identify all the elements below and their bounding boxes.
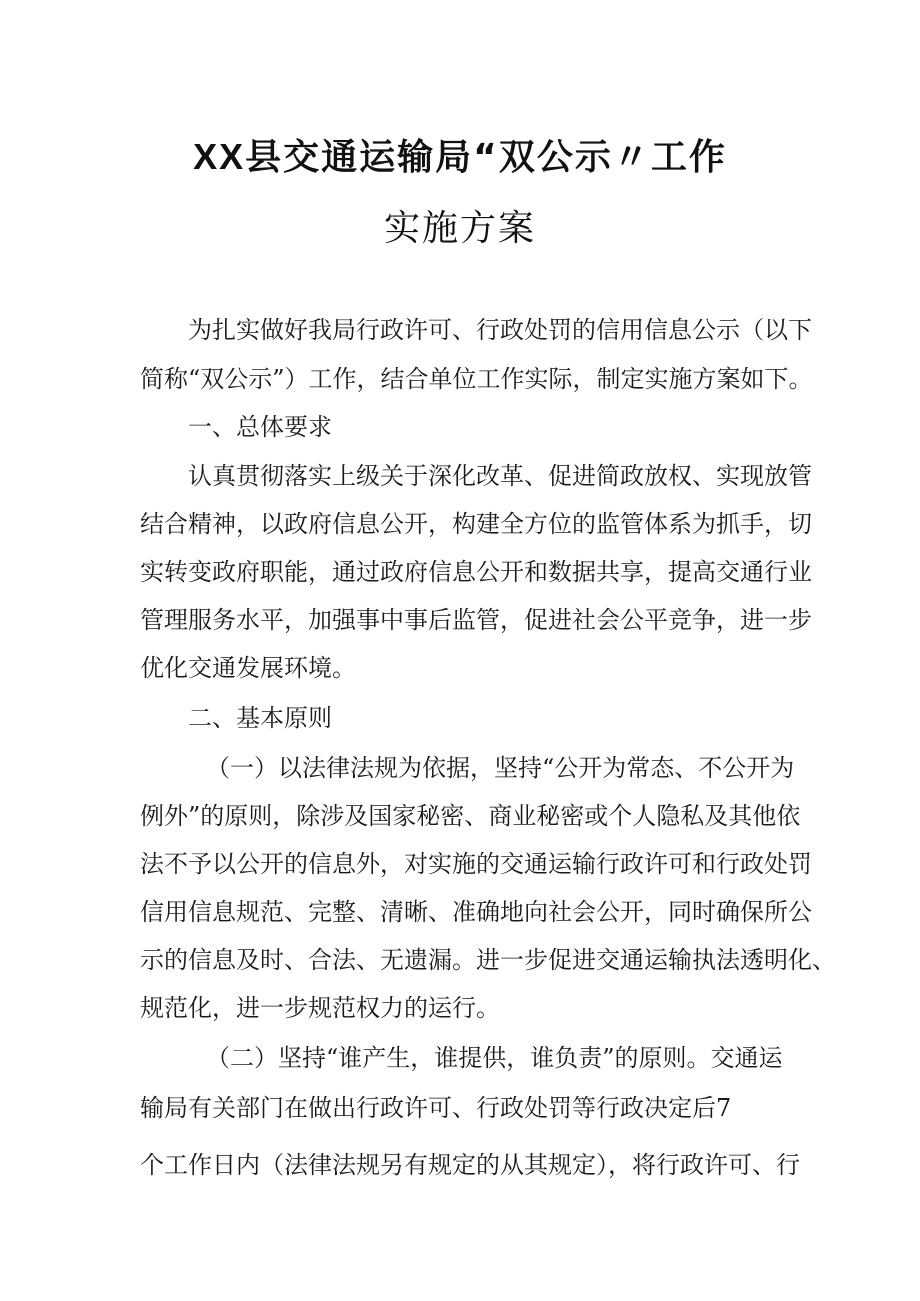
paragraph-line: 结合精神，以政府信息公开，构建全方位的监管体系为抓手，切 — [140, 510, 812, 538]
paragraph-line: 输局有关部门在做出行政许可、行政处罚等行政决定后7 — [140, 1094, 732, 1122]
paragraph-line: 管理服务水平，加强事中事后监管，促进社会公平竞争，进一步 — [140, 606, 812, 634]
title-prefix: XX — [193, 136, 246, 177]
section-heading: 一、总体要求 — [188, 413, 332, 441]
paragraph-line: 示的信息及时、合法、无遗漏。进一步促进交通运输执法透明化、 — [140, 946, 836, 974]
paragraph-line: （一）以法律法规为依据，坚持“公开为常态、不公开为 — [206, 754, 795, 782]
paragraph-line: 优化交通发展环境。 — [140, 654, 356, 682]
section-heading: 二、基本原则 — [188, 704, 332, 732]
paragraph-line: （二）坚持“谁产生，谁提供，谁负责”的原则。交通运 — [206, 1044, 783, 1072]
paragraph-line: 规范化，进一步规范权力的运行。 — [140, 994, 500, 1022]
paragraph-line: 认真贯彻落实上级关于深化改革、促进简政放权、实现放管 — [188, 462, 812, 490]
paragraph-line: 简称“双公示”）工作，结合单位工作实际，制定实施方案如下。 — [140, 365, 813, 393]
paragraph-line: 法不予以公开的信息外，对实施的交通运输行政许可和行政处罚 — [140, 850, 812, 878]
document-title-line-1 — [0, 135, 920, 180]
paragraph-line: 实转变政府职能，通过政府信息公开和数据共享，提高交通行业 — [140, 558, 812, 586]
paragraph-line: 为扎实做好我局行政许可、行政处罚的信用信息公示（以下 — [188, 316, 812, 344]
title-rest: 县交通运输局“双公示〃工作 — [245, 137, 727, 178]
document-title-line-2: 实施方案 — [383, 208, 536, 249]
paragraph-line: 信用信息规范、完整、清晰、准确地向社会公开，同时确保所公 — [140, 898, 812, 926]
paragraph-line: 个工作日内（法律法规另有规定的从其规定），将行政许可、行 — [140, 1151, 800, 1179]
paragraph-line: 例外”的原则，除涉及国家秘密、商业秘密或个人隐私及其他依 — [140, 802, 801, 830]
